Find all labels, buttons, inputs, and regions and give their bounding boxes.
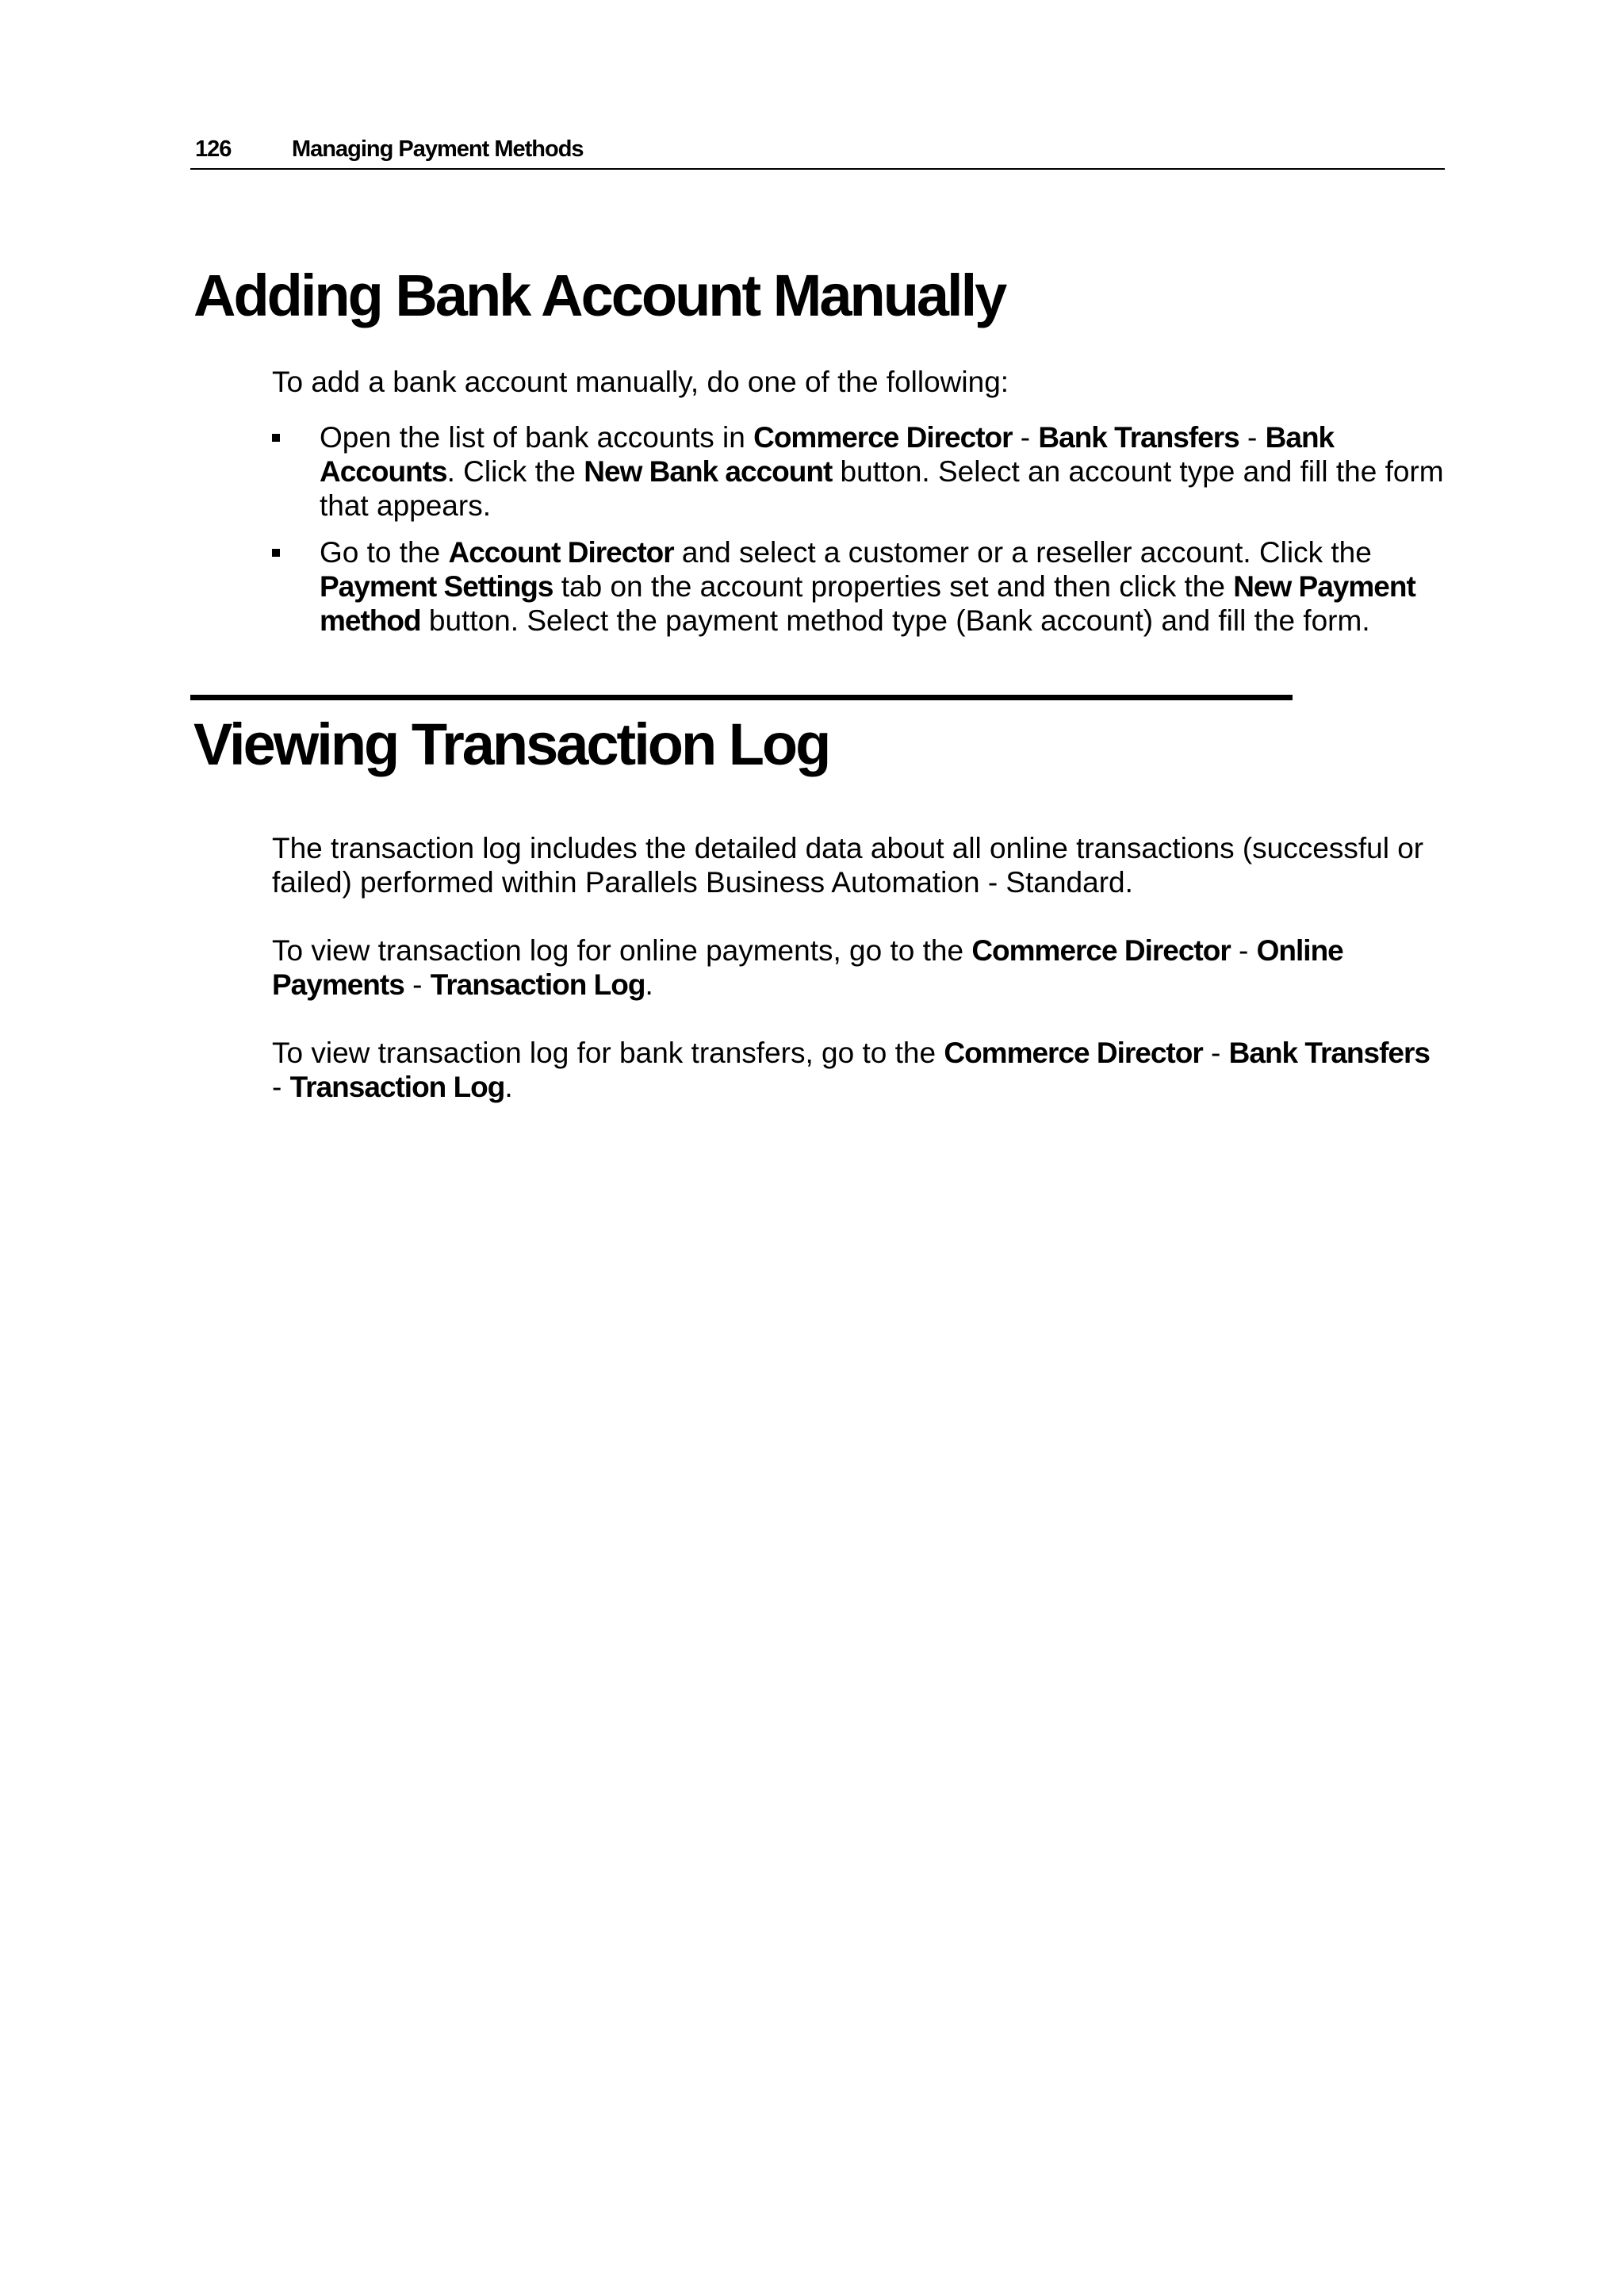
list-item [272, 535, 1446, 638]
section-divider [190, 695, 1293, 700]
list-item-text: Open the list of bank accounts in Commerce Director - Bank Transfers - Bank Accounts. Click the New Bank account button. Select an account type and fill the form that appears. [320, 421, 1444, 522]
transaction-log-description: The transaction log includes the detailed data about all online transactions (successful or failed) performed within Parallels Business Automation - Standard. [272, 832, 1424, 899]
online-payments-instruction: To view transaction log for online payments, go to the Commerce Director - Online Payments - Transaction Log. [272, 934, 1343, 1001]
running-title: Managing Payment Methods [292, 136, 584, 162]
list-item [272, 420, 1446, 523]
list-item-text: Go to the Account Director and select a customer or a reseller account. Click the Payment Settings tab on the account properties set and then click the New Payment method button. Select the payment method type (Bank account) and fill the form. [320, 536, 1415, 637]
bank-transfers-instruction: To view transaction log for bank transfers, go to the Commerce Director - Bank Transfers - Transaction Log. [272, 1037, 1430, 1103]
section-title-viewing-transaction-log: Viewing Transaction Log [193, 711, 829, 777]
square-bullet-icon [272, 434, 280, 442]
section-title-adding-bank-account: Adding Bank Account Manually [193, 263, 1005, 328]
section-intro: To add a bank account manually, do one of the following: [272, 366, 1009, 398]
page-header [190, 133, 1445, 170]
square-bullet-icon [272, 549, 280, 557]
page-number: 126 [195, 136, 232, 162]
